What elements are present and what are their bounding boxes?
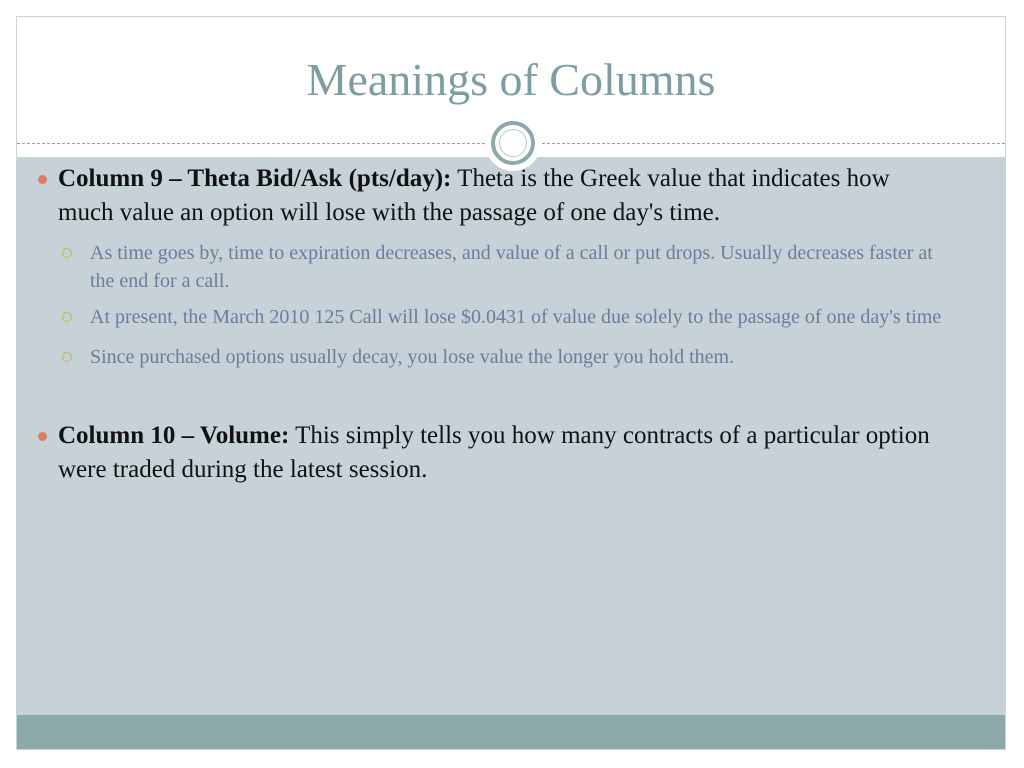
- hollow-circle-icon: [62, 312, 72, 322]
- sub-bullet-item: [38, 239, 948, 295]
- bullet-heading: Column 9 – Theta Bid/Ask (pts/day):: [58, 165, 452, 192]
- sub-bullet-text: At present, the March 2010 125 Call will lose $0.0431 of value due solely to the passage of one day's time: [90, 306, 942, 328]
- bullet-text: Theta is the Greek value that indicates how much value an option will lose with the passage of one day's time.: [58, 165, 890, 226]
- ornament-inner-ring: [499, 129, 527, 157]
- filled-circle-icon: [38, 175, 47, 184]
- hollow-circle-icon: [62, 352, 72, 362]
- bullet-item: [38, 162, 948, 230]
- sub-bullet-text: As time goes by, time to expiration decreases, and value of a call or put drops. Usually decreases faster at the end for a call.: [90, 242, 933, 292]
- filled-circle-icon: [38, 432, 47, 441]
- sub-bullet-item: [38, 343, 948, 371]
- sub-bullet-text: Since purchased options usually decay, you lose value the longer you hold them.: [90, 346, 735, 368]
- ornament-outer-ring: [491, 121, 535, 165]
- slide-title: Meanings of Columns: [306, 54, 716, 105]
- bullet-list: [38, 162, 948, 487]
- hollow-circle-icon: [62, 248, 72, 258]
- bullet-heading: Column 10 – Volume:: [58, 422, 290, 449]
- sub-bullet-item: [38, 303, 948, 331]
- bullet-text: This simply tells you how many contracts of a particular option were traded during the latest session.: [58, 422, 930, 483]
- footer-bar: [17, 715, 1005, 749]
- bullet-item: [38, 419, 948, 487]
